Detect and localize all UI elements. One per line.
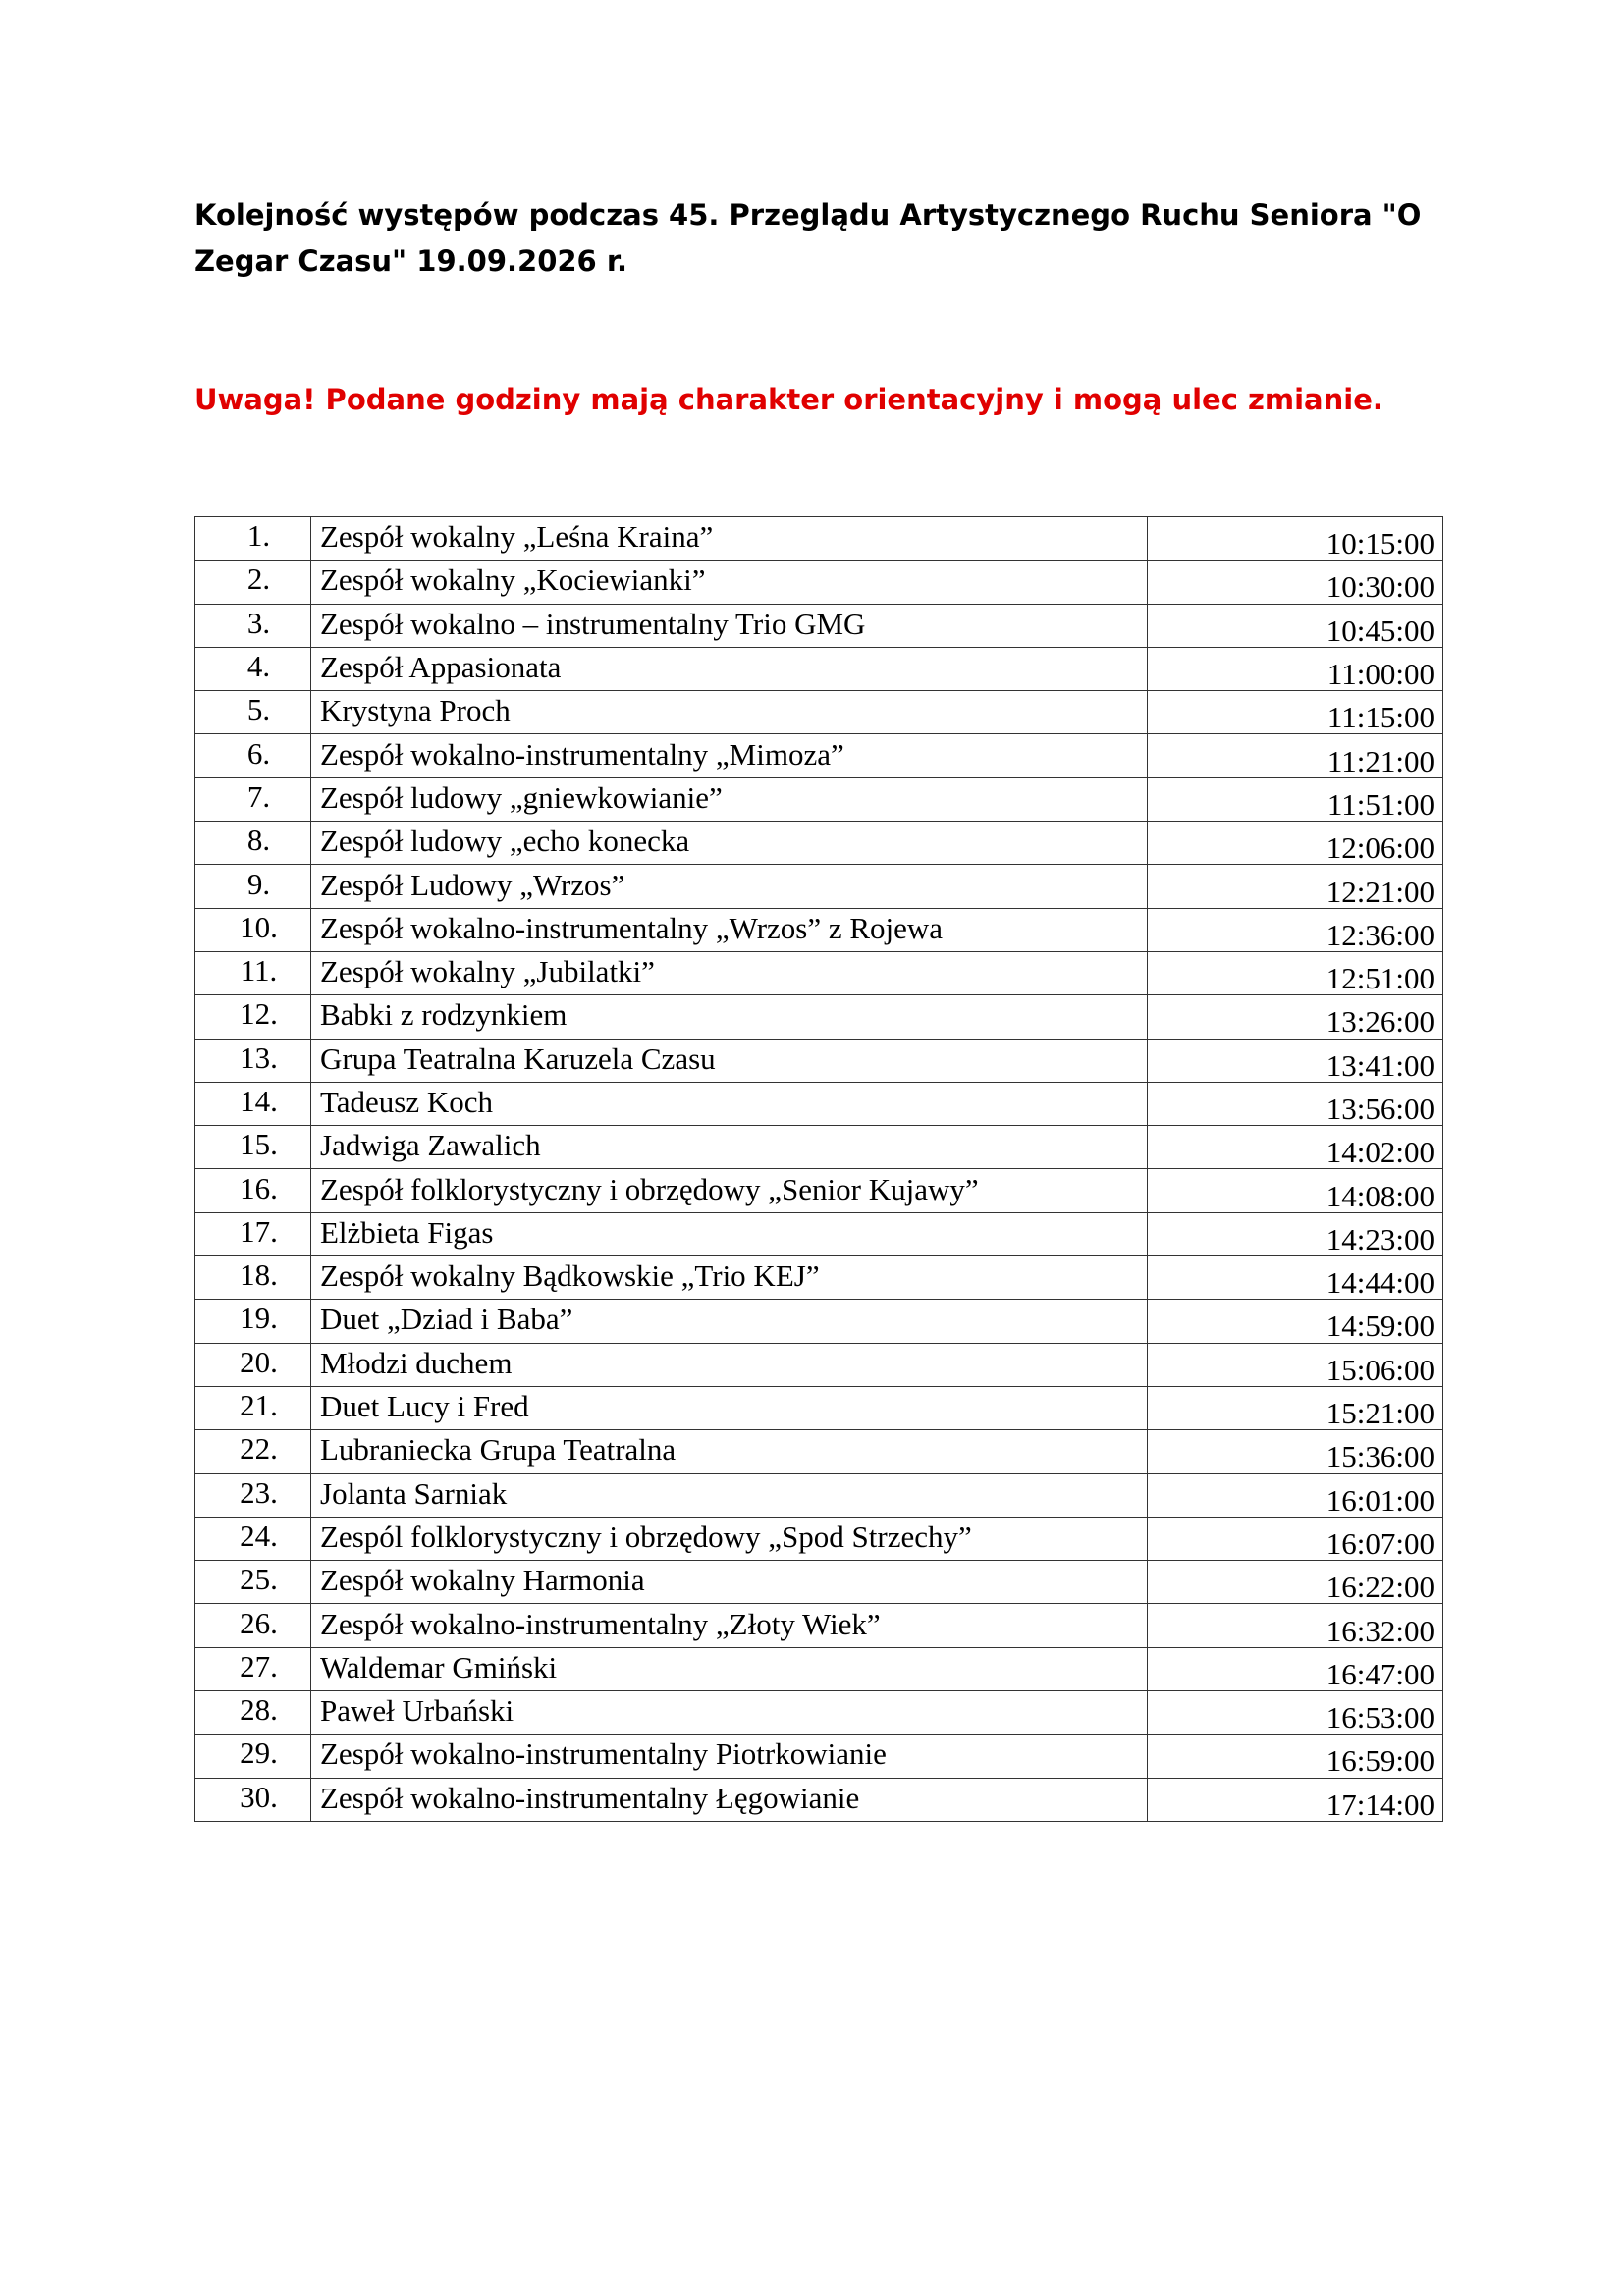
performance-time: 10:15:00 [1148,517,1443,561]
table-row [195,1386,1443,1429]
table-row [195,1300,1443,1343]
performer-name: Zespół wokalno-instrumentalny Piotrkowianie [311,1735,1148,1778]
performance-time: 10:45:00 [1148,604,1443,647]
table-row [195,822,1443,865]
performer-name: Zespół folklorystyczny i obrzędowy „Senior Kujawy” [311,1169,1148,1212]
performance-time: 11:21:00 [1148,734,1443,777]
table-row [195,777,1443,821]
performer-name: Duet „Dziad i Baba” [311,1300,1148,1343]
performance-time: 14:23:00 [1148,1212,1443,1255]
order-number: 29. [195,1735,311,1778]
performer-name: Zespól folklorystyczny i obrzędowy „Spod Strzechy” [311,1517,1148,1560]
performer-name: Zespół Ludowy „Wrzos” [311,865,1148,908]
order-number: 12. [195,995,311,1039]
order-number: 7. [195,777,311,821]
performance-time: 16:47:00 [1148,1647,1443,1690]
order-number: 3. [195,604,311,647]
performer-name: Zespół wokalno-instrumentalny „Wrzos” z Rojewa [311,908,1148,951]
table-row [195,865,1443,908]
performer-name: Zespół wokalny „Jubilatki” [311,951,1148,994]
performer-name: Tadeusz Koch [311,1082,1148,1125]
performance-time: 16:59:00 [1148,1735,1443,1778]
order-number: 27. [195,1647,311,1690]
table-row [195,1691,1443,1735]
document-title: Kolejność występów podczas 45. Przeglądu Artystycznego Ruchu Seniora "O Zegar Czasu" 19.09.2026 r. [194,198,1422,278]
table-row [195,1126,1443,1169]
performer-name: Zespół wokalno-instrumentalny Łęgowianie [311,1778,1148,1821]
table-row [195,1473,1443,1517]
performance-time: 11:51:00 [1148,777,1443,821]
order-number: 16. [195,1169,311,1212]
performer-name: Paweł Urbański [311,1691,1148,1735]
performance-time: 11:00:00 [1148,647,1443,690]
order-number: 15. [195,1126,311,1169]
performance-time: 14:08:00 [1148,1169,1443,1212]
order-number: 25. [195,1561,311,1604]
performer-name: Zespół wokalno-instrumentalny „Złoty Wiek” [311,1604,1148,1647]
performance-time: 15:36:00 [1148,1430,1443,1473]
table-row [195,1169,1443,1212]
performance-time: 10:30:00 [1148,561,1443,604]
performer-name: Duet Lucy i Fred [311,1386,1148,1429]
order-number: 6. [195,734,311,777]
table-row [195,1343,1443,1386]
performer-name: Krystyna Proch [311,691,1148,734]
table-row [195,1517,1443,1560]
order-number: 20. [195,1343,311,1386]
order-number: 8. [195,822,311,865]
order-number: 14. [195,1082,311,1125]
table-row [195,1561,1443,1604]
performance-time: 16:53:00 [1148,1691,1443,1735]
order-number: 24. [195,1517,311,1560]
performer-name: Babki z rodzynkiem [311,995,1148,1039]
order-number: 2. [195,561,311,604]
performer-name: Grupa Teatralna Karuzela Czasu [311,1039,1148,1082]
performance-time: 15:21:00 [1148,1386,1443,1429]
performance-time: 16:07:00 [1148,1517,1443,1560]
performance-time: 13:56:00 [1148,1082,1443,1125]
performance-time: 13:26:00 [1148,995,1443,1039]
performer-name: Zespół wokalny Harmonia [311,1561,1148,1604]
table-row [195,1212,1443,1255]
performer-name: Lubraniecka Grupa Teatralna [311,1430,1148,1473]
performer-name: Zespół wokalny „Leśna Kraina” [311,517,1148,561]
order-number: 28. [195,1691,311,1735]
table-row [195,604,1443,647]
performance-time: 12:36:00 [1148,908,1443,951]
order-number: 30. [195,1778,311,1821]
order-number: 23. [195,1473,311,1517]
table-row [195,995,1443,1039]
order-number: 17. [195,1212,311,1255]
order-number: 4. [195,647,311,690]
performance-time: 17:14:00 [1148,1778,1443,1821]
table-row [195,647,1443,690]
performer-name: Zespół Appasionata [311,647,1148,690]
table-row [195,1604,1443,1647]
performer-name: Zespół wokalno-instrumentalny „Mimoza” [311,734,1148,777]
performance-time: 12:21:00 [1148,865,1443,908]
performance-time: 11:15:00 [1148,691,1443,734]
performer-name: Zespół wokalno – instrumentalny Trio GMG [311,604,1148,647]
performance-time: 12:06:00 [1148,822,1443,865]
performance-time: 14:44:00 [1148,1256,1443,1300]
table-row [195,691,1443,734]
order-number: 22. [195,1430,311,1473]
schedule-warning: Uwaga! Podane godziny mają charakter orientacyjny i mogą ulec zmianie. [194,383,1383,416]
table-row [195,1256,1443,1300]
order-number: 5. [195,691,311,734]
performance-time: 14:59:00 [1148,1300,1443,1343]
table-row [195,561,1443,604]
performer-name: Zespół ludowy „echo konecka [311,822,1148,865]
performer-name: Zespół ludowy „gniewkowianie” [311,777,1148,821]
performer-name: Elżbieta Figas [311,1212,1148,1255]
table-row [195,1778,1443,1821]
performance-time: 14:02:00 [1148,1126,1443,1169]
performance-time: 13:41:00 [1148,1039,1443,1082]
table-row [195,1039,1443,1082]
order-number: 11. [195,951,311,994]
performance-time: 15:06:00 [1148,1343,1443,1386]
performance-time: 16:32:00 [1148,1604,1443,1647]
table-row [195,951,1443,994]
order-number: 21. [195,1386,311,1429]
table-row [195,1082,1443,1125]
table-row [195,1735,1443,1778]
order-number: 1. [195,517,311,561]
order-number: 13. [195,1039,311,1082]
table-row [195,734,1443,777]
performer-name: Jolanta Sarniak [311,1473,1148,1517]
performance-time: 16:22:00 [1148,1561,1443,1604]
performer-name: Zespół wokalny „Kociewianki” [311,561,1148,604]
performance-time: 12:51:00 [1148,951,1443,994]
performance-time: 16:01:00 [1148,1473,1443,1517]
order-number: 19. [195,1300,311,1343]
table-row [195,1647,1443,1690]
table-row [195,1430,1443,1473]
table-row [195,517,1443,561]
performer-name: Jadwiga Zawalich [311,1126,1148,1169]
order-number: 10. [195,908,311,951]
order-number: 18. [195,1256,311,1300]
performer-name: Młodzi duchem [311,1343,1148,1386]
performer-name: Waldemar Gmiński [311,1647,1148,1690]
performance-schedule-table [194,516,1443,1822]
order-number: 26. [195,1604,311,1647]
order-number: 9. [195,865,311,908]
table-row [195,908,1443,951]
performer-name: Zespół wokalny Bądkowskie „Trio KEJ” [311,1256,1148,1300]
schedule-body [195,517,1443,1822]
